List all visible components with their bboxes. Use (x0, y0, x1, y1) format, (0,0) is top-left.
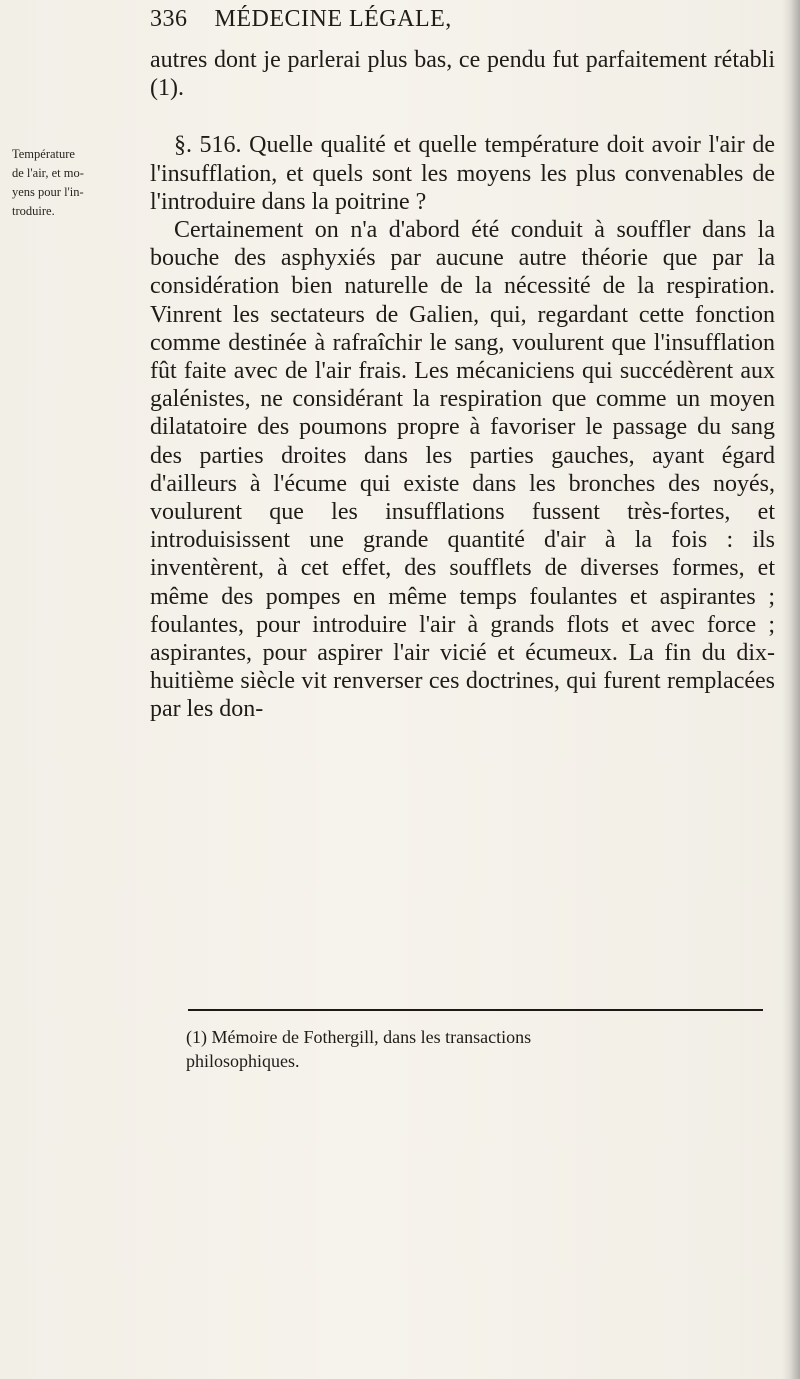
body-paragraph: Certainement on n'a d'abord été conduit à souffler dans la bouche des asphyxiés par aucune autre théorie que par la considération bien naturelle de la nécessité de la respiration. Vinrent les sectateurs de Galien, qui, regardant cette fonction comme destinée à rafraîchir le sang, voulurent que l'insufflation fût faite avec de l'air frais. Les mécaniciens qui succédèrent aux galénistes, ne considérant la respiration que comme un moyen dilatatoire des poumons propre à favoriser le passage du sang des parties droites dans les parties gauches, ayant égard d'ailleurs à l'écume qui existe dans les bronches des noyés, voulurent que les insufflations fussent très-fortes, et introduisissent une grande quantité d'air à la fois : ils inventèrent, à cet effet, des soufflets de diverses formes, et même des pompes en même temps foulantes et aspirantes ; foulantes, pour introduire l'air à grands flots et avec force ; aspirantes, pour aspirer l'air vicié et écumeux. La fin du dix-huitième siècle vit renverser ces doctrines, qui furent remplacées par les don- (150, 217, 775, 723)
footnote-line: philosophiques. (186, 1051, 300, 1071)
main-text (150, 46, 775, 724)
page-number: 336 (150, 6, 188, 32)
margin-note-line: troduire. (12, 204, 55, 218)
section-question: §. 516. Quelle qualité et quelle température doit avoir l'air de l'insufflation, et quels sont les moyens les plus convenables de l'introduire dans la poitrine ? (150, 132, 775, 215)
margin-note-line: Température (12, 147, 75, 161)
margin-note-line: yens pour l'in- (12, 185, 84, 199)
lead-paragraph: autres dont je parlerai plus bas, ce pendu fut parfaitement rétabli (1). (150, 47, 775, 102)
footnote-line: (1) Mémoire de Fothergill, dans les transactions (186, 1027, 532, 1047)
running-title: MÉDECINE LÉGALE, (214, 6, 452, 32)
running-header (150, 6, 452, 33)
footnote-rule (188, 1009, 763, 1011)
footnote (186, 1025, 786, 1073)
page-edge-shadow (782, 0, 800, 1379)
margin-note (12, 145, 136, 221)
margin-note-line: de l'air, et mo- (12, 166, 84, 180)
